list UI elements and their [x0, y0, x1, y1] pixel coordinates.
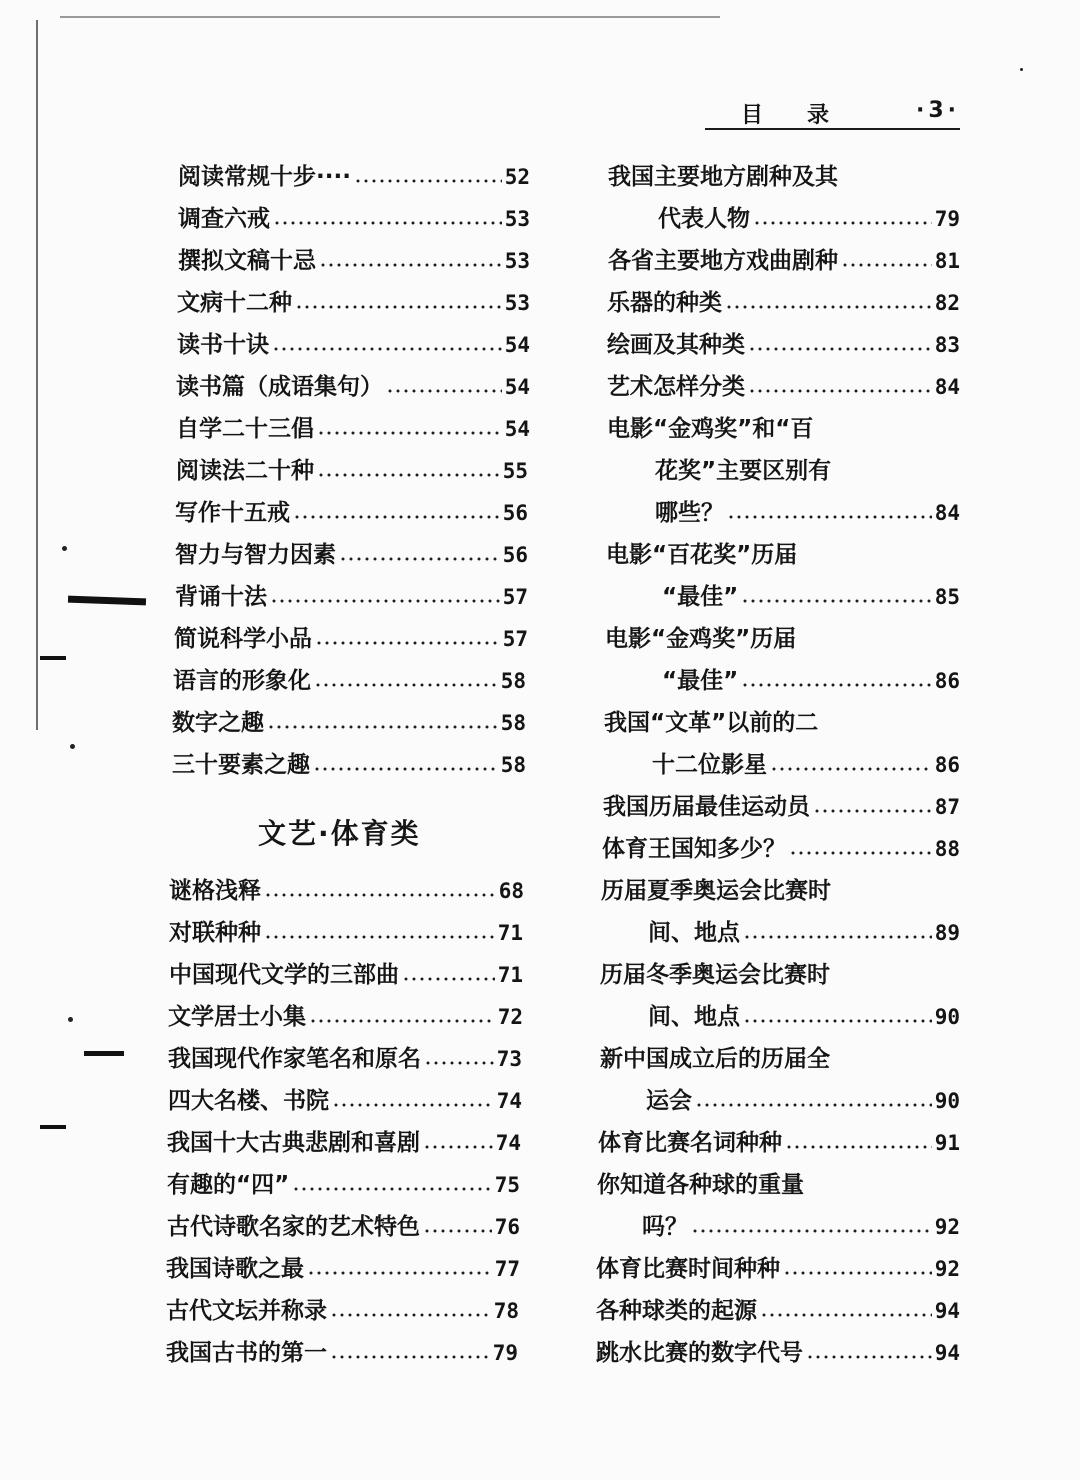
toc-entry-page-number: 75 — [494, 1173, 520, 1197]
toc-entry — [176, 452, 528, 486]
toc-entry — [178, 242, 530, 276]
toc-entry — [176, 410, 530, 444]
running-header — [705, 98, 960, 130]
dot-leader — [423, 1145, 493, 1149]
dot-leader — [307, 1271, 492, 1275]
toc-entry-page-number: 89 — [934, 921, 960, 945]
toc-entry-title: “最佳” — [662, 584, 739, 610]
dot-leader — [315, 641, 500, 645]
toc-entry — [601, 872, 960, 906]
toc-entry — [168, 1082, 522, 1116]
toc-entry — [648, 998, 960, 1032]
dot-leader — [813, 809, 932, 813]
toc-entry — [166, 1250, 520, 1284]
scan-blot — [84, 1051, 124, 1056]
toc-entry-page-number: 71 — [497, 921, 523, 945]
toc-entry-title: 间、地点 — [648, 1004, 740, 1030]
toc-entry-title: 我国历届最佳运动员 — [603, 794, 810, 820]
toc-entry-page-number: 84 — [934, 375, 960, 399]
toc-entry-title: 中国现代文学的三部曲 — [169, 962, 399, 988]
scan-speck — [1020, 68, 1023, 71]
toc-entry-title: 乐器的种类 — [607, 290, 722, 316]
toc-entry — [646, 1082, 960, 1116]
scan-speck — [68, 1017, 73, 1022]
toc-entry — [607, 326, 960, 360]
toc-entry — [169, 956, 523, 990]
toc-entry — [167, 1124, 521, 1158]
toc-entry — [652, 746, 960, 780]
dot-leader — [354, 179, 502, 183]
toc-entry-page-number: 86 — [934, 753, 960, 777]
toc-entry-title: 运会 — [646, 1088, 692, 1114]
dot-leader — [741, 683, 931, 687]
toc-entry — [167, 1208, 520, 1242]
header-title: 目录 — [741, 103, 874, 128]
dot-leader — [753, 221, 932, 225]
toc-entry — [662, 662, 960, 696]
toc-entry-title: 代表人物 — [658, 206, 750, 232]
toc-entry-title: 间、地点 — [648, 920, 740, 946]
toc-entry-title: 写作十五戒 — [175, 500, 290, 526]
toc-entry — [166, 1292, 519, 1326]
toc-entry-page-number: 52 — [504, 165, 530, 189]
toc-entry-title: 古代文坛并称录 — [166, 1298, 327, 1324]
dot-leader — [319, 263, 502, 267]
dot-leader — [267, 725, 498, 729]
toc-entry-title: 我国十大古典悲剧和喜剧 — [167, 1130, 420, 1156]
toc-entry — [175, 494, 528, 528]
toc-entry-page-number: 87 — [934, 795, 960, 819]
toc-entry-title: 简说科学小品 — [174, 626, 312, 652]
toc-entry — [598, 1124, 960, 1158]
toc-entry-title: 十二位影星 — [652, 752, 767, 778]
toc-entry — [655, 452, 960, 486]
toc-entry-page-number: 54 — [504, 375, 530, 399]
dot-leader — [748, 347, 932, 351]
dot-leader — [743, 935, 932, 939]
toc-entry — [606, 536, 960, 570]
toc-entry — [177, 284, 530, 318]
dot-leader — [770, 767, 932, 771]
toc-entry — [596, 1250, 960, 1284]
dot-leader — [272, 347, 502, 351]
dot-leader — [748, 389, 932, 393]
dot-leader — [386, 389, 502, 393]
toc-entry-title: 文学居士小集 — [168, 1004, 306, 1030]
toc-entry-page-number: 88 — [934, 837, 960, 861]
toc-entry-title: 体育比赛名词种种 — [598, 1130, 782, 1156]
toc-entry-page-number: 58 — [500, 669, 526, 693]
toc-entry-title: 三十要素之趣 — [172, 752, 310, 778]
dot-leader — [806, 1355, 932, 1359]
toc-entry-page-number: 53 — [504, 207, 530, 231]
toc-entry — [172, 746, 526, 780]
toc-entry-page-number: 57 — [502, 627, 528, 651]
toc-entry-page-number: 68 — [498, 879, 524, 903]
toc-entry-page-number: 94 — [934, 1299, 960, 1323]
scan-speck — [62, 546, 67, 551]
toc-entry-page-number: 90 — [934, 1005, 960, 1029]
toc-entry — [603, 788, 960, 822]
page-edge-left — [36, 20, 38, 730]
toc-entry-page-number: 92 — [934, 1215, 960, 1239]
dot-leader — [423, 1229, 492, 1233]
header-page-number: ·3· — [915, 98, 960, 123]
toc-entry-page-number: 76 — [494, 1215, 520, 1239]
toc-entry — [176, 368, 530, 402]
dot-leader — [741, 599, 931, 603]
toc-entry-page-number: 55 — [502, 459, 528, 483]
toc-entry — [642, 1208, 960, 1242]
dot-leader — [339, 557, 500, 561]
dot-leader — [841, 263, 932, 267]
toc-entry-page-number: 53 — [504, 291, 530, 315]
dot-leader — [725, 305, 932, 309]
toc-entry-page-number: 58 — [500, 711, 526, 735]
toc-entry-title: 绘画及其种类 — [607, 332, 745, 358]
toc-entry-title: 历届夏季奥运会比赛时 — [601, 878, 831, 904]
scan-blot — [68, 596, 146, 606]
toc-entry — [177, 326, 530, 360]
dot-leader — [332, 1103, 494, 1107]
toc-entry-title: 智力与智力因素 — [175, 542, 336, 568]
toc-entry-page-number: 79 — [492, 1341, 518, 1365]
toc-entry-page-number: 78 — [493, 1299, 519, 1323]
toc-entry — [600, 1040, 960, 1074]
toc-entry — [174, 620, 528, 654]
dot-leader — [691, 1229, 932, 1233]
toc-entry — [596, 1334, 960, 1368]
toc-entry-page-number: 81 — [934, 249, 960, 273]
toc-entry-page-number: 74 — [495, 1131, 521, 1155]
toc-entry-title: 我国主要地方剧种及其 — [608, 164, 838, 190]
toc-entry — [167, 1166, 520, 1200]
scan-speck — [70, 744, 75, 749]
toc-entry-page-number: 90 — [934, 1089, 960, 1113]
dot-leader — [317, 431, 502, 435]
toc-entry-title: “最佳” — [662, 668, 739, 694]
toc-entry — [607, 368, 960, 402]
toc-entry-title: 电影“百花奖”历届 — [606, 542, 798, 568]
toc-entry-title: 你知道各种球的重量 — [597, 1172, 804, 1198]
toc-entry-page-number: 56 — [502, 501, 528, 525]
toc-entry-title: 阅读常规十步···· — [178, 164, 351, 190]
dot-leader — [424, 1061, 494, 1065]
dot-leader — [317, 473, 500, 477]
dot-leader — [309, 1019, 495, 1023]
dot-leader — [273, 221, 502, 225]
toc-entry-page-number: 92 — [934, 1257, 960, 1281]
toc-entry — [168, 998, 523, 1032]
toc-entry-page-number: 79 — [934, 207, 960, 231]
dot-leader — [402, 977, 495, 981]
toc-entry — [604, 704, 960, 738]
dot-leader — [330, 1313, 491, 1317]
toc-entry-title: 读书十诀 — [177, 332, 269, 358]
page-edge-top — [60, 16, 720, 18]
toc-entry — [607, 410, 960, 444]
toc-entry-title: 体育王国知多少？ — [602, 836, 786, 862]
toc-entry-title: 自学二十三倡 — [176, 416, 314, 442]
dot-leader — [783, 1271, 932, 1275]
toc-entry-page-number: 94 — [934, 1341, 960, 1365]
dot-leader — [330, 1355, 490, 1359]
toc-entry-title: 读书篇（成语集句） — [176, 374, 383, 400]
toc-entry-page-number: 74 — [496, 1089, 522, 1113]
toc-entry-page-number: 53 — [504, 249, 530, 273]
toc-entry-page-number: 58 — [500, 753, 526, 777]
toc-entry-title: 各种球类的起源 — [596, 1298, 757, 1324]
dot-leader — [313, 767, 498, 771]
dot-leader — [314, 683, 498, 687]
toc-entry-title: 跳水比赛的数字代号 — [596, 1340, 803, 1366]
toc-entry-title: 我国古书的第一 — [166, 1340, 327, 1366]
toc-entry — [166, 1334, 518, 1368]
dot-leader — [264, 893, 496, 897]
toc-entry-title: 我国“文革”以前的二 — [604, 710, 819, 736]
toc-entry-page-number: 91 — [934, 1131, 960, 1155]
toc-entry — [168, 1040, 522, 1074]
dot-leader — [292, 1187, 491, 1191]
header-rule — [705, 128, 960, 130]
toc-entry-title: 历届冬季奥运会比赛时 — [600, 962, 830, 988]
toc-entry-title: 新中国成立后的历届全 — [600, 1046, 830, 1072]
toc-entry — [608, 242, 960, 276]
dot-leader — [760, 1313, 932, 1317]
toc-entry-title: 数字之趣 — [172, 710, 264, 736]
toc-entry — [597, 1166, 960, 1200]
toc-entry-page-number: 86 — [934, 669, 960, 693]
toc-entry-title: 语言的形象化 — [173, 668, 311, 694]
dot-leader — [695, 1103, 932, 1107]
toc-entry-title: 艺术怎样分类 — [607, 374, 745, 400]
toc-entry-page-number: 57 — [502, 585, 528, 609]
scan-blot — [40, 656, 66, 660]
toc-entry-title: 体育比赛时间种种 — [596, 1256, 780, 1282]
toc-entry-title: 阅读法二十种 — [176, 458, 314, 484]
toc-entry — [608, 158, 960, 192]
toc-entry — [605, 620, 960, 654]
toc-entry-title: 我国现代作家笔名和原名 — [168, 1046, 421, 1072]
dot-leader — [270, 599, 500, 603]
toc-entry — [602, 830, 960, 864]
toc-entry-page-number: 54 — [504, 333, 530, 357]
toc-entry-title: 我国诗歌之最 — [166, 1256, 304, 1282]
toc-entry-title: 各省主要地方戏曲剧种 — [608, 248, 838, 274]
toc-entry — [169, 872, 524, 906]
dot-leader — [727, 515, 932, 519]
toc-entry — [658, 200, 960, 234]
toc-entry-page-number: 82 — [934, 291, 960, 315]
toc-entry — [173, 662, 526, 696]
toc-entry-title: 有趣的“四” — [167, 1172, 290, 1198]
toc-entry-title: 四大名楼、书院 — [168, 1088, 329, 1114]
dot-leader — [743, 1019, 932, 1023]
toc-entry-title: 古代诗歌名家的艺术特色 — [167, 1214, 420, 1240]
dot-leader — [264, 935, 495, 939]
toc-entry-page-number: 77 — [494, 1257, 520, 1281]
toc-entry — [662, 578, 960, 612]
toc-entry-title: 背诵十法 — [175, 584, 267, 610]
toc-entry-title: 谜格浅释 — [169, 878, 261, 904]
toc-entry — [172, 704, 526, 738]
toc-entry-title: 撰拟文稿十忌 — [178, 248, 316, 274]
dot-leader — [789, 851, 932, 855]
toc-entry-page-number: 72 — [497, 1005, 523, 1029]
toc-entry — [175, 578, 528, 612]
toc-entry — [607, 284, 960, 318]
toc-entry-page-number: 71 — [497, 963, 523, 987]
toc-entry-title: 哪些？ — [655, 500, 724, 526]
toc-entry — [175, 536, 528, 570]
toc-entry-title: 电影“金鸡奖”和“百 — [607, 416, 814, 442]
dot-leader — [293, 515, 500, 519]
toc-entry — [596, 1292, 960, 1326]
section-heading: 文艺·体育类 — [258, 817, 421, 850]
toc-entry-page-number: 84 — [934, 501, 960, 525]
toc-entry-title: 花奖”主要区别有 — [655, 458, 832, 484]
toc-entry-page-number: 83 — [934, 333, 960, 357]
toc-entry — [178, 200, 530, 234]
toc-entry — [648, 914, 960, 948]
dot-leader — [785, 1145, 932, 1149]
toc-entry-title: 对联种种 — [169, 920, 261, 946]
toc-entry-page-number: 56 — [502, 543, 528, 567]
toc-entry-page-number: 73 — [496, 1047, 522, 1071]
toc-entry — [169, 914, 523, 948]
toc-entry-title: 电影“金鸡奖”历届 — [605, 626, 797, 652]
toc-entry — [600, 956, 960, 990]
scan-blot — [40, 1125, 66, 1129]
toc-entry-title: 吗？ — [642, 1214, 688, 1240]
toc-entry — [178, 158, 530, 192]
toc-entry-title: 文病十二种 — [177, 290, 292, 316]
toc-entry — [655, 494, 960, 528]
toc-entry-page-number: 54 — [504, 417, 530, 441]
toc-entry-title: 调查六戒 — [178, 206, 270, 232]
dot-leader — [295, 305, 502, 309]
toc-entry-page-number: 85 — [934, 585, 960, 609]
